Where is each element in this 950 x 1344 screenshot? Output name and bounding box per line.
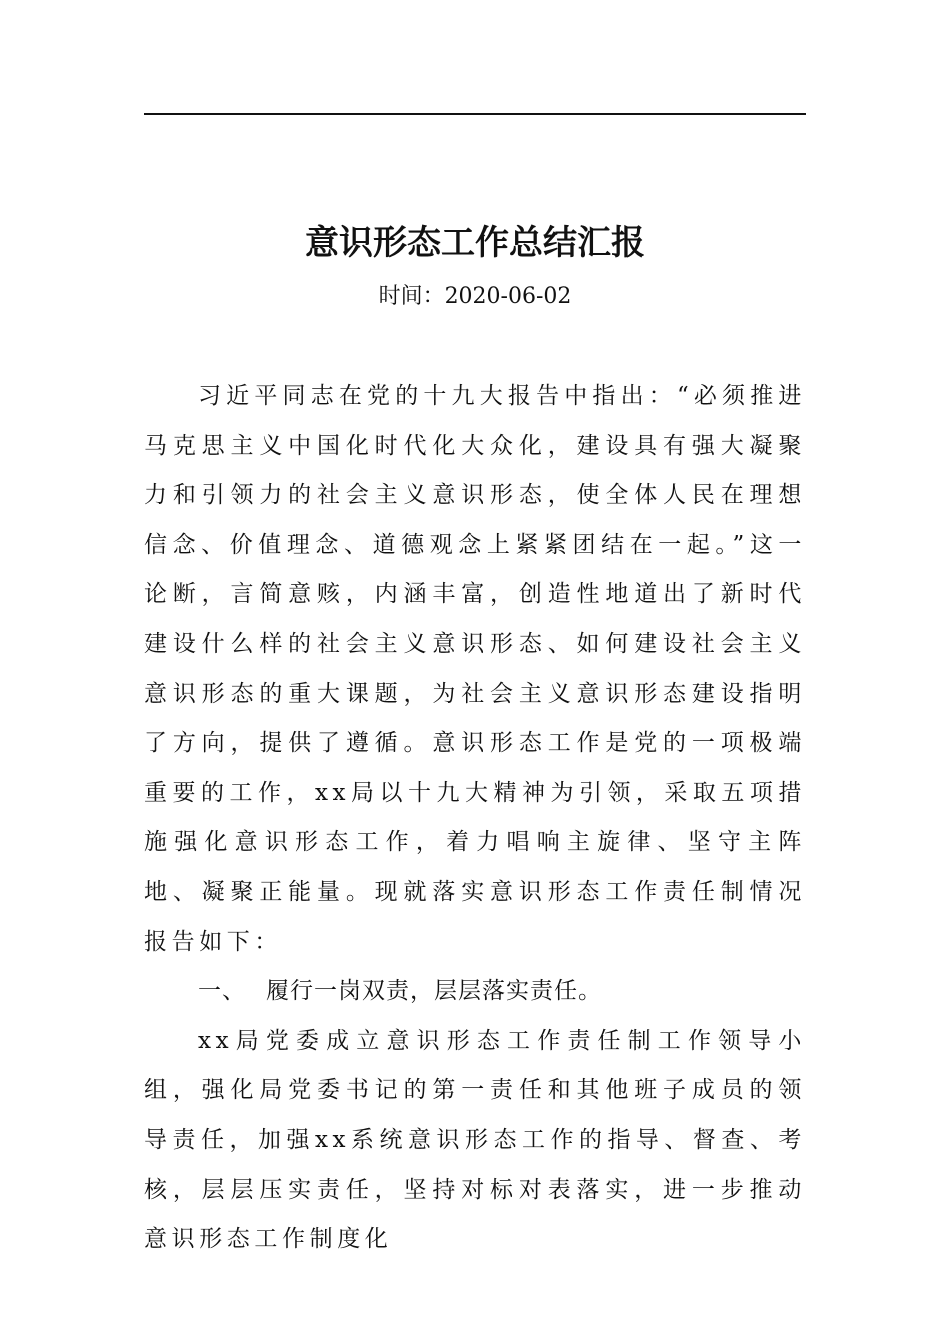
document-date: 时间：2020-06-02	[378, 284, 572, 309]
section-number: 一、	[198, 978, 246, 1005]
document-title: 意识形态工作总结汇报	[305, 223, 645, 263]
header-rule	[144, 113, 806, 115]
document-body	[144, 372, 806, 1265]
section-paragraph: xx局党委成立意识形态工作责任制工作领导小组，强化局党委书记的第一责任和其他班子成员的领导责任，加强xx系统意识形态工作的指导、督查、考核，层层压实责任，坚持对标对表落实，进一步推动意识形态工作制度化	[144, 1027, 806, 1253]
intro-paragraph: 习近平同志在党的十九大报告中指出：“必须推进马克思主义中国化时代化大众化，建设具有强大凝聚力和引领力的社会主义意识形态，使全体人民在理想信念、价值理念、道德观念上紧紧团结在一起。”这一论断，言简意赅，内涵丰富，创造性地道出了新时代建设什么样的社会主义意识形态、如何建设社会主义意识形态的重大课题，为社会主义意识形态建设指明了方向，提供了遵循。意识形态工作是党的一项极端重要的工作，xx局以十九大精神为引领，采取五项措施强化意识形态工作，着力唱响主旋律、坚守主阵地、凝聚正能量。现就落实意识形态工作责任制情况报告如下：	[144, 383, 806, 955]
section-heading	[144, 967, 806, 1017]
section-heading-text: 履行一岗双责，层层落实责任。	[266, 978, 602, 1005]
